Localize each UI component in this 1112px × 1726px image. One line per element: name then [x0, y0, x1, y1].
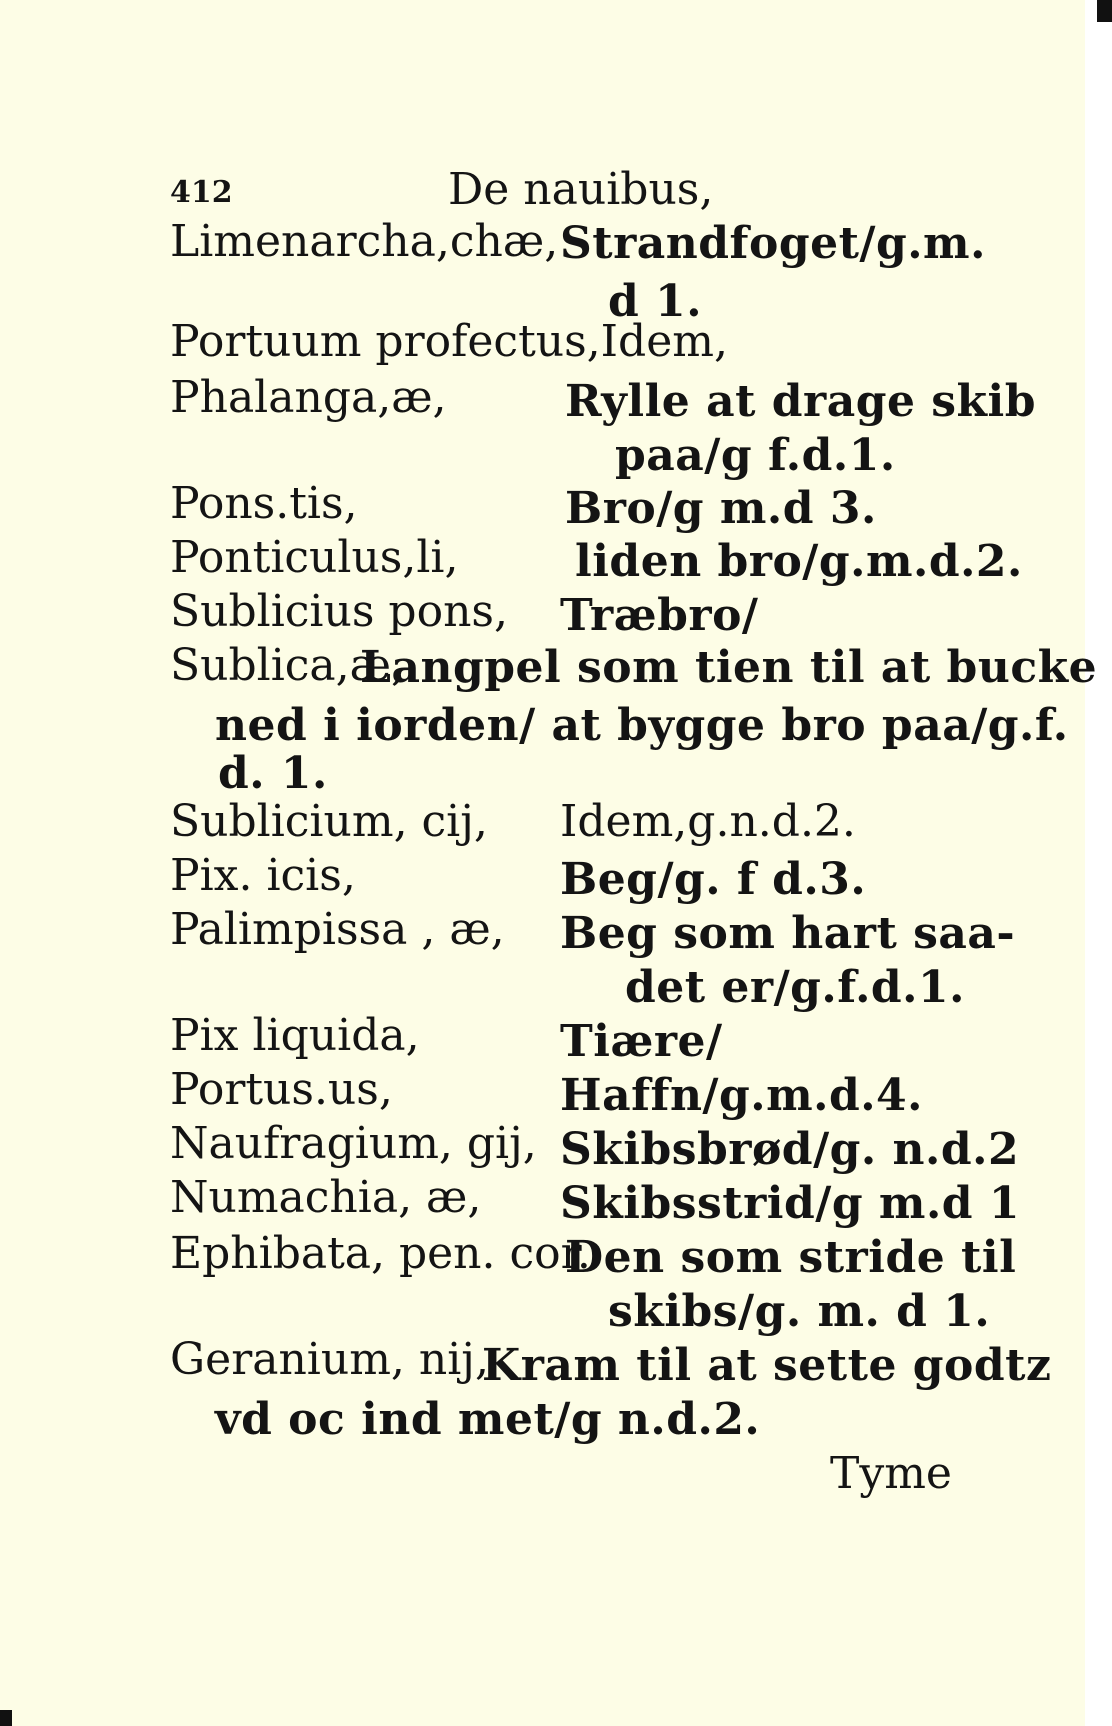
entry-danish: Kram til at sette godtz [482, 1340, 1052, 1391]
entry-danish: Bro/g m.d 3. [565, 483, 877, 534]
entry-danish-cont: d. 1. [218, 748, 328, 799]
entry-latin: Sublica,æ, [170, 640, 405, 691]
entry-latin: Limenarcha,chæ, [170, 216, 559, 267]
entry-latin: Phalanga,æ, [170, 372, 447, 423]
entry-danish-cont: vd oc ind met/g n.d.2. [215, 1394, 761, 1445]
entry-danish-cont: ned i iorden/ at bygge bro paa/g.f. [215, 700, 1069, 751]
catchword: Tyme [830, 1448, 952, 1499]
entry-danish: liden bro/g.m.d.2. [575, 536, 1023, 587]
entry-danish: Idem,g.n.d.2. [560, 796, 856, 847]
entry-danish: Beg/g. f d.3. [560, 854, 867, 905]
entry-latin: Pix. icis, [170, 850, 356, 901]
entry-latin: Ponticulus,li, [170, 532, 459, 583]
entry-danish: Strandfoget/g.m. [560, 218, 986, 269]
running-head: De nauibus, [448, 164, 714, 215]
entry-danish-cont: det er/g.f.d.1. [625, 962, 965, 1013]
entry-danish: Den som stride til [565, 1232, 1017, 1283]
entry-danish: Skibsbrød/g. n.d.2 [560, 1124, 1020, 1175]
entry-latin: Naufragium, gij, [170, 1118, 537, 1169]
scan-corner-mark [0, 1710, 12, 1726]
entry-danish: Haffn/g.m.d.4. [560, 1070, 923, 1121]
entry-latin: Pons.tis, [170, 478, 358, 529]
entry-danish: Langpel som tien til at bucke [360, 642, 1098, 693]
entry-latin: Portuum profectus,Idem, [170, 316, 728, 367]
entry-latin: Sublicium, cij, [170, 796, 488, 847]
entry-danish-cont: d 1. [608, 276, 703, 327]
entry-danish: Tiære/ [560, 1016, 723, 1067]
entry-latin: Geranium, nij, [170, 1334, 489, 1385]
entry-latin: Portus.us, [170, 1064, 393, 1115]
scan-margin [1086, 0, 1112, 1726]
entry-latin: Numachia, æ, [170, 1172, 482, 1223]
entry-latin: Palimpissa , æ, [170, 904, 505, 955]
entry-danish-cont: paa/g f.d.1. [615, 430, 896, 481]
scan-edge-mark [1097, 0, 1112, 22]
entry-latin: Ephibata, pen. cor. [170, 1228, 591, 1279]
entry-danish: Beg som hart saa- [560, 908, 1016, 959]
entry-danish: Rylle at drage skib [565, 376, 1037, 427]
entry-danish-cont: skibs/g. m. d 1. [608, 1286, 991, 1337]
entry-danish: Træbro/ [560, 590, 759, 641]
page-number: 412 [170, 175, 233, 210]
entry-latin: Pix liquida, [170, 1010, 420, 1061]
entry-latin: Sublicius pons, [170, 586, 508, 637]
entry-danish: Skibsstrid/g m.d 1 [560, 1178, 1020, 1229]
